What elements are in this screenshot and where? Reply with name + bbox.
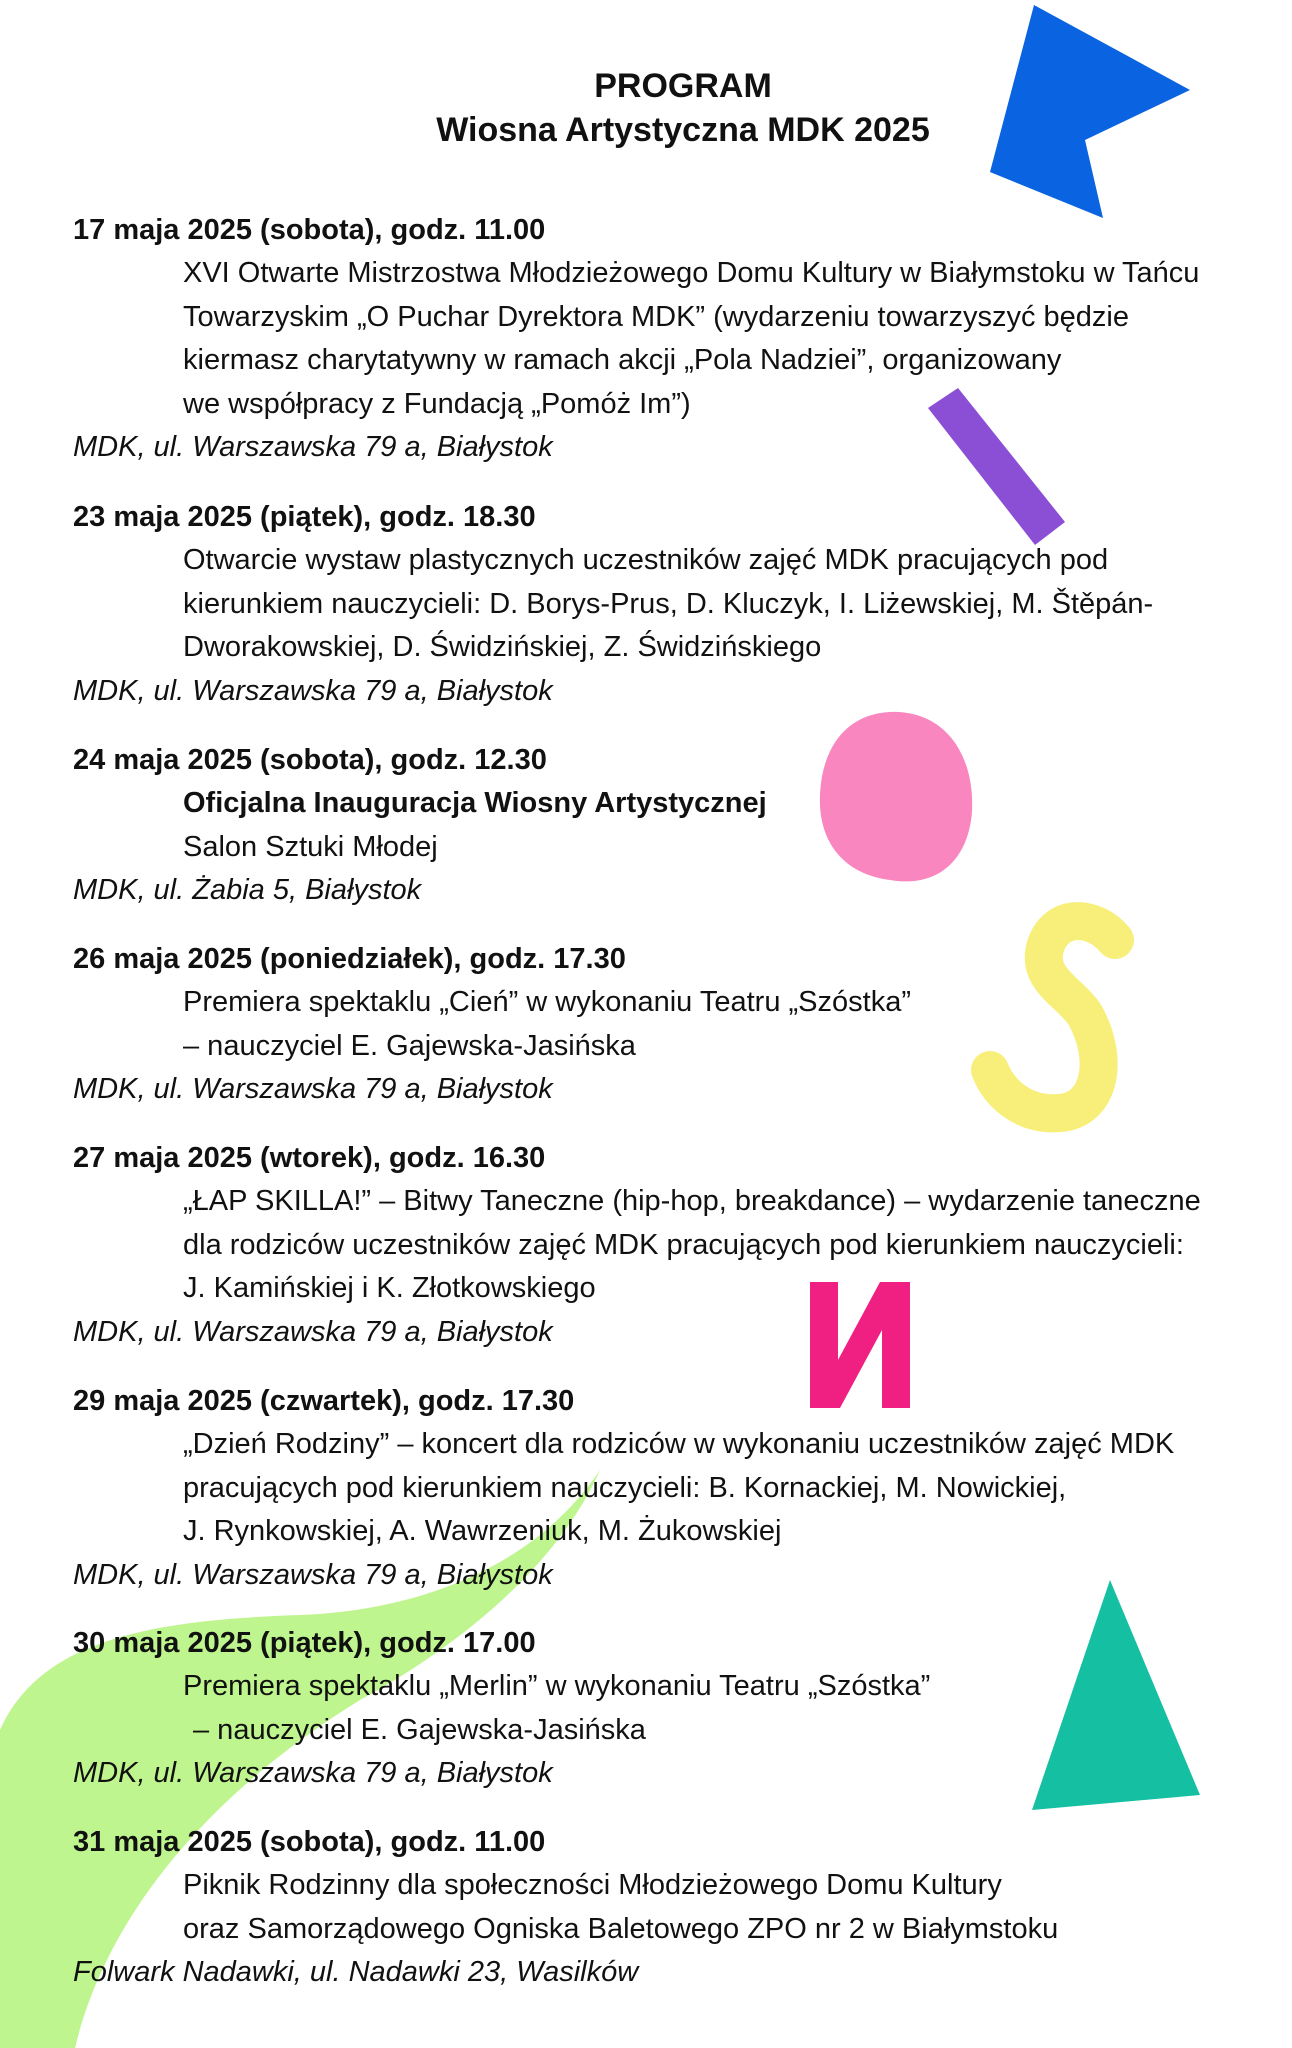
event-description (183, 1864, 1273, 1951)
event-line: Dworakowskiej, D. Świdzińskiej, Z. Świdzińskiego (183, 631, 822, 663)
event-line: XVI Otwarte Mistrzostwa Młodzieżowego Domu Kultury w Białymstoku w Tańcu (183, 257, 1200, 289)
event-date: 30 maja 2025 (piątek), godz. 17.00 (73, 1627, 536, 1659)
event-description (183, 1423, 1273, 1554)
event-line: „Dzień Rodziny” – koncert dla rodziców w wykonaniu uczestników zajęć MDK (183, 1428, 1175, 1460)
event-location: MDK, ul. Warszawska 79 a, Białystok (73, 431, 553, 463)
event-line: J. Kamińskiej i K. Złotkowskiego (183, 1272, 596, 1304)
event-line: – nauczyciel E. Gajewska-Jasińska (193, 1713, 646, 1746)
event-location: MDK, ul. Warszawska 79 a, Białystok (73, 1757, 553, 1789)
event-description (183, 1665, 1273, 1752)
event-date: 26 maja 2025 (poniedziałek), godz. 17.30 (73, 943, 626, 975)
event-line: Salon Sztuki Młodej (183, 830, 438, 863)
event-line: Oficjalna Inauguracja Wiosny Artystycznej (183, 787, 767, 819)
event-description (183, 539, 1273, 670)
event-location: Folwark Nadawki, ul. Nadawki 23, Wasilków (73, 1956, 639, 1988)
event-date: 24 maja 2025 (sobota), godz. 12.30 (73, 744, 547, 776)
event-line: „ŁAP SKILLA!” – Bitwy Taneczne (hip-hop, breakdance) – wydarzenie taneczne (183, 1185, 1201, 1217)
event-date: 17 maja 2025 (sobota), godz. 11.00 (73, 214, 546, 246)
event-line: Piknik Rodzinny dla społeczności Młodzieżowego Domu Kultury (183, 1869, 1002, 1901)
event-location: MDK, ul. Warszawska 79 a, Białystok (73, 674, 553, 707)
event-may-29 (73, 1380, 1273, 1597)
event-may-24 (73, 739, 1273, 912)
event-may-17 (73, 209, 1273, 469)
program-title: PROGRAM (594, 67, 772, 105)
event-line: Towarzyskim „O Puchar Dyrektora MDK” (wydarzeniu towarzyszyć będzie (183, 300, 1129, 333)
event-may-30 (73, 1622, 1273, 1795)
event-line: Otwarcie wystaw plastycznych uczestników zajęć MDK pracujących pod (183, 544, 1109, 576)
event-line: Premiera spektaklu „Cień” w wykonaniu Teatru „Szóstka” (183, 986, 911, 1018)
event-may-26 (73, 938, 1273, 1111)
event-date: 27 maja 2025 (wtorek), godz. 16.30 (73, 1142, 546, 1174)
event-line: – nauczyciel E. Gajewska-Jasińska (183, 1029, 636, 1062)
event-line: J. Rynkowskiej, A. Wawrzeniuk, M. Żukowskiej (183, 1515, 782, 1547)
event-location: MDK, ul. Warszawska 79 a, Białystok (73, 1558, 553, 1591)
event-line: pracujących pod kierunkiem nauczycieli: B. Kornackiej, M. Nowickiej, (183, 1471, 1067, 1504)
event-date: 31 maja 2025 (sobota), godz. 11.00 (73, 1826, 546, 1858)
event-date: 23 maja 2025 (piątek), godz. 18.30 (73, 501, 536, 533)
event-description (183, 981, 1273, 1068)
event-location: MDK, ul. Żabia 5, Białystok (73, 874, 422, 906)
event-line: Premiera spektaklu „Merlin” w wykonaniu Teatru „Szóstka” (183, 1670, 931, 1702)
event-may-23 (73, 496, 1273, 713)
event-line: kierunkiem nauczycieli: D. Borys-Prus, D. Kluczyk, I. Liżewskiej, M. Štěpán- (183, 587, 1154, 620)
event-location: MDK, ul. Warszawska 79 a, Białystok (73, 1315, 553, 1348)
event-line: dla rodziców uczestników zajęć MDK pracujących pod kierunkiem nauczycieli: (183, 1228, 1184, 1261)
program-subtitle: Wiosna Artystyczna MDK 2025 (436, 111, 930, 149)
event-date: 29 maja 2025 (czwartek), godz. 17.30 (73, 1385, 575, 1417)
event-line: oraz Samorządowego Ogniska Baletowego ZPO nr 2 w Białymstoku (183, 1912, 1059, 1945)
event-description (183, 782, 1273, 869)
event-line: we współpracy z Fundacją „Pomóż Im”) (183, 387, 691, 420)
event-may-31 (73, 1821, 1273, 1994)
event-may-27 (73, 1137, 1273, 1354)
event-location: MDK, ul. Warszawska 79 a, Białystok (73, 1073, 553, 1105)
event-description (183, 252, 1273, 426)
event-line: kiermasz charytatywny w ramach akcji „Pola Nadziei”, organizowany (183, 344, 1062, 376)
event-description (183, 1180, 1273, 1311)
